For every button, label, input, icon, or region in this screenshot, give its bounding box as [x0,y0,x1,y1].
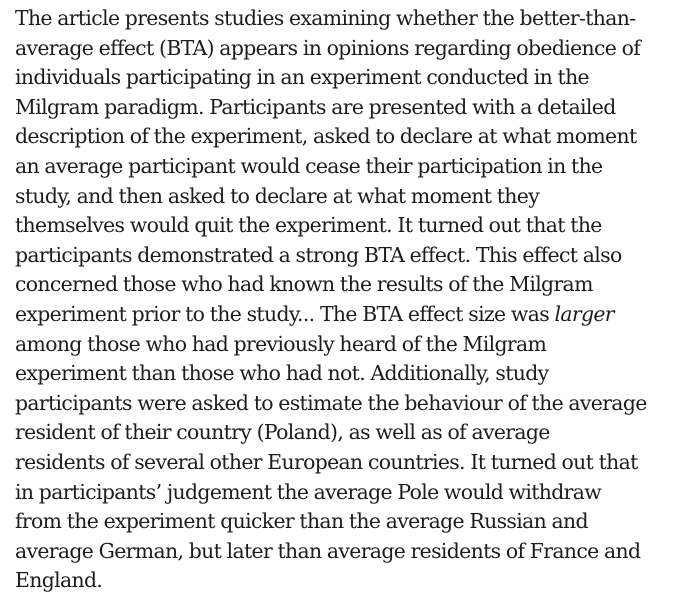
text-segment: experiment prior to the study... The BTA effect size was [15,301,555,326]
text-line: Milgram paradigm. Participants are presented with a detailed [15,94,616,119]
emphasized-word: larger [554,301,614,326]
text-line: among those who had previously heard of the Milgram [15,331,547,356]
text-line: residents of several other European countries. It turned out that [15,449,638,474]
text-line: average effect (BTA) appears in opinions regarding obedience of [15,35,641,60]
text-line: The article presents studies examining whether the better-than- [15,6,636,30]
text-line: concerned those who had known the results of the Milgram [15,272,593,297]
text-line: England. [15,568,103,593]
text-line: description of the experiment, asked to declare at what moment [15,124,637,149]
text-line: individuals participating in an experiment conducted in the [15,65,589,90]
document-paragraph [15,4,677,596]
text-line: themselves would quit the experiment. It turned out that the [15,213,602,238]
text-line: in participants’ judgement the average Pole would withdraw [15,479,602,504]
text-line: from the experiment quicker than the average Russian and [15,509,588,534]
text-line: participants were asked to estimate the behaviour of the average [15,390,647,415]
text-line: an average participant would cease their participation in the [15,153,603,178]
text-line: resident of their country (Poland), as well as of average [15,420,550,445]
text-line: experiment than those who had not. Additionally, study [15,361,549,386]
text-line-with-emphasis [15,300,677,330]
text-line: study, and then asked to declare at what moment they [15,183,540,208]
text-line: average German, but later than average residents of France and [15,538,641,563]
text-line: participants demonstrated a strong BTA effect. This effect also [15,242,622,267]
